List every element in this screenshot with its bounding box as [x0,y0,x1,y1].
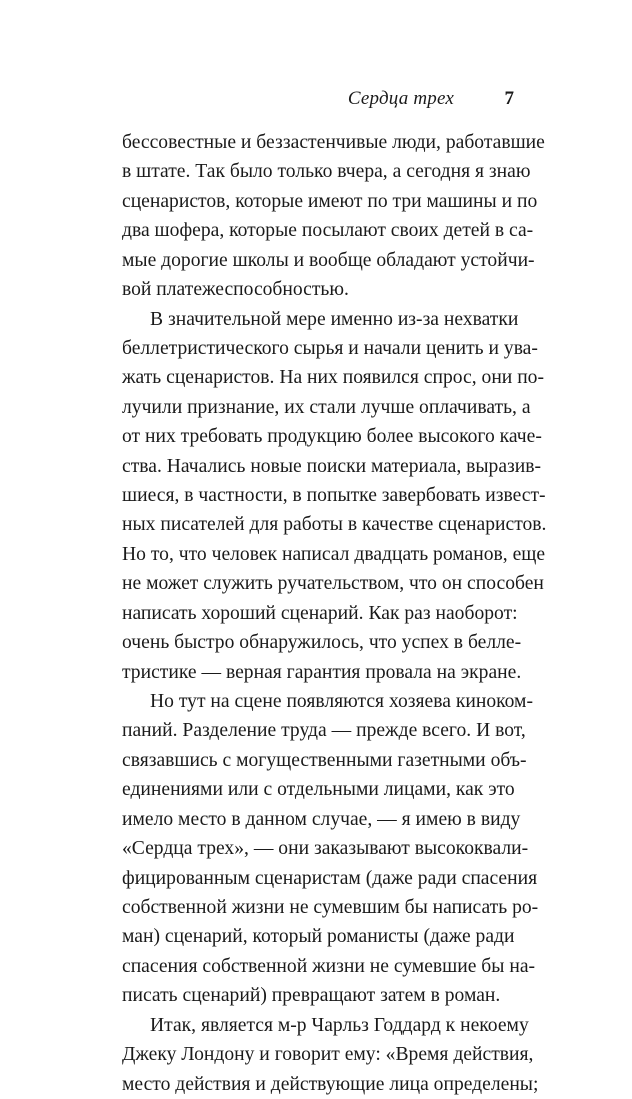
text-line: имело место в данном случае, — я имею в виду [122,808,521,830]
text-line: в штате. Так было только вчера, а сегодня я знаю [122,161,531,183]
text-line: Итак, является м-р Чарльз Годдард к некоему [150,1014,529,1036]
text-line: жать сценаристов. На них появился спрос, они по- [122,367,545,389]
text-line: Но то, что человек написал двадцать романов, еще [122,543,546,565]
text-line: мые дорогие школы и вообще обладают устойчи- [122,249,535,271]
text-line: написать хороший сценарий. Как раз наоборот: [122,602,518,624]
text-line: «Сердца трех», — они заказывают высококвали- [122,838,529,860]
body-text [122,128,547,1099]
text-line: ства. Начались новые поиски материала, выразив- [122,455,542,477]
text-line: два шофера, которые посылают своих детей в са- [122,220,534,242]
text-line: В значительной мере именно из-за нехватки [150,308,519,330]
text-line: связавшись с могущественными газетными объ- [122,749,527,771]
text-line: место действия и действующие лица определены; [122,1073,539,1095]
text-line: лучили признание, их стали лучше оплачивать, а [122,396,531,418]
text-line: вой платежеспособностью. [122,279,349,301]
text-line: бессовестные и беззастенчивые люди, работавшие [122,132,545,153]
text-line: очень быстро обнаружилось, что успех в белле- [122,632,522,654]
text-line: собственной жизни не сумевшим бы написать ро- [122,896,539,918]
text-line: не может служить ручательством, что он способен [122,573,544,595]
text-line: единениями или с отдельными лицами, как это [122,779,515,801]
text-line: ных писателей для работы в качестве сценаристов. [122,514,547,536]
text-line: сценаристов, которые имеют по три машины и по [122,190,538,212]
text-line: спасения собственной жизни не сумевшие бы на- [122,955,536,977]
text-line: Джеку Лондону и говорит ему: «Время действия, [122,1044,534,1066]
page-number: 7 [504,88,514,109]
text-line: Но тут на сцене появляются хозяева киноком- [150,691,533,713]
text-line: от них требовать продукцию более высокого каче- [122,426,542,448]
text-line: ман) сценарий, который романисты (даже ради [122,926,515,948]
running-title: Сердца трех [347,88,454,109]
running-header [122,84,514,114]
text-line: тристике — верная гарантия провала на экране. [122,661,522,683]
text-line: фицированным сценаристам (даже ради спасения [122,867,538,889]
text-line: писать сценарий) превращают затем в роман. [122,985,501,1007]
text-line: паний. Разделение труда — прежде всего. И вот, [122,720,526,742]
text-line: беллетристического сырья и начали ценить и ува- [122,337,538,359]
text-line: шиеся, в частности, в попытке завербовать извест- [122,485,546,507]
